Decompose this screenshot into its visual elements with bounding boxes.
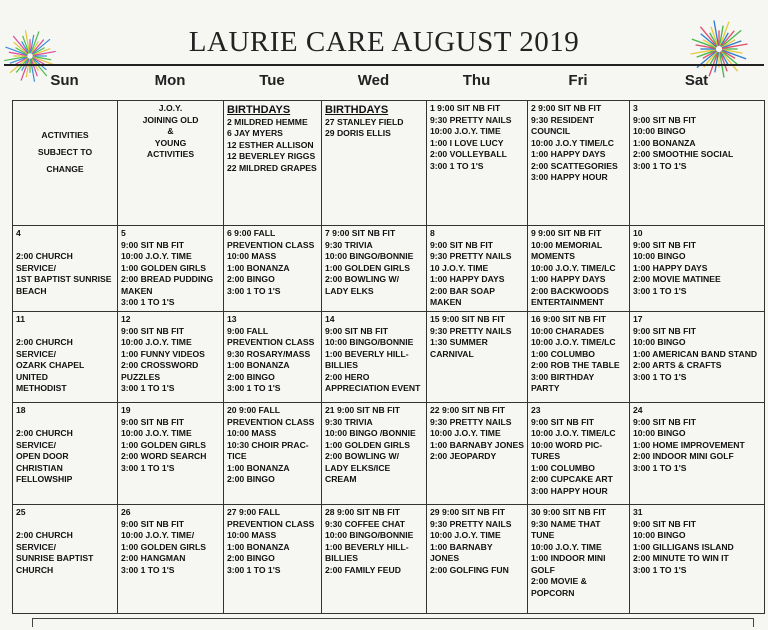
day-cell bbox=[118, 312, 224, 403]
day-schedule: 17 9:00 SIT NB FIT 10:00 BINGO 1:00 AMERICAN BAND STAND 2:00 ARTS & CRAFTS 3:00 1 TO 1'S bbox=[633, 314, 758, 382]
birthdays-list: 27 STANLEY FIELD 29 DORIS ELLIS bbox=[325, 116, 404, 138]
weekday-header bbox=[12, 66, 764, 100]
day-cell bbox=[13, 312, 118, 403]
day-cell bbox=[528, 101, 630, 226]
birthdays-heading: BIRTHDAYS bbox=[227, 104, 291, 116]
weekday-sun: Sun bbox=[50, 72, 79, 89]
birthdays-list: 2 MILDRED HEMME 6 JAY MYERS 12 ESTHER ALLISON 12 BEVERLEY RIGGS 22 MILDRED GRAPES bbox=[227, 116, 317, 173]
day-schedule: 13 9:00 FALL PREVENTION CLASS 9:30 ROSARY/MASS 1:00 BONANZA 2:00 BINGO 3:00 1 TO 1'S bbox=[227, 314, 315, 393]
day-schedule: 2 9:00 SIT NB FIT 9:30 RESIDENT COUNCIL 10:00 J.O.Y TIME/LC 1:00 HAPPY DAYS 2:00 SCATTEGORIES 3:00 HAPPY HOUR bbox=[531, 103, 618, 182]
day-schedule: 21 9:00 SIT NB FIT 9:30 TRIVIA 10:00 BINGO /BONNIE 1:00 GOLDEN GIRLS 2:00 BOWLING W/ LADY ELKS/ICE CREAM bbox=[325, 405, 416, 484]
day-cell bbox=[224, 226, 322, 312]
day-schedule: 8 9:00 SIT NB FIT 9:30 PRETTY NAILS 10 J.O.Y. TIME 1:00 HAPPY DAYS 2:00 BAR SOAP MAKEN bbox=[430, 228, 512, 307]
day-schedule: 4 2:00 CHURCH SERVICE/ 1ST BAPTIST SUNRISE BEACH bbox=[16, 228, 112, 296]
day-schedule: 22 9:00 SIT NB FIT 9:30 PRETTY NAILS 10:00 J.O.Y. TIME 1:00 BARNABY JONES 2:00 JEOPARDY bbox=[430, 405, 524, 461]
weekday-fri: Fri bbox=[568, 72, 588, 89]
day-schedule: 28 9:00 SIT NB FIT 9:30 COFFEE CHAT 10:00 BINGO/BONNIE 1:00 BEVERLY HILL- BILLIES 2:00 FAMILY FEUD bbox=[325, 507, 414, 575]
week-row bbox=[13, 403, 765, 505]
day-schedule: 6 9:00 FALL PREVENTION CLASS 10:00 MASS 1:00 BONANZA 2:00 BINGO 3:00 1 TO 1'S bbox=[227, 228, 315, 296]
weekday-sat: Sat bbox=[684, 72, 709, 89]
birthdays-heading: BIRTHDAYS bbox=[325, 104, 389, 116]
day-schedule: 9 9:00 SIT NB FIT 10:00 MEMORIAL MOMENTS 10:00 J.O.Y. TIME/LC 1:00 HAPPY DAYS 2:00 BACKWOODS ENTERTAINMENT bbox=[531, 228, 616, 307]
day-cell bbox=[13, 226, 118, 312]
day-schedule: 27 9:00 FALL PREVENTION CLASS 10:00 MASS 1:00 BONANZA 2:00 BINGO 3:00 1 TO 1'S bbox=[227, 507, 315, 575]
weekday-mon: Mon bbox=[154, 72, 186, 89]
day-schedule: 5 9:00 SIT NB FIT 10:00 J.O.Y. TIME 1:00 GOLDEN GIRLS 2:00 BREAD PUDDING MAKEN 3:00 1 TO 1'S bbox=[121, 228, 214, 307]
day-schedule: 11 2:00 CHURCH SERVICE/ OZARK CHAPEL UNITED METHODIST bbox=[16, 314, 85, 393]
day-cell bbox=[427, 312, 528, 403]
calendar-title: LAURIE CARE AUGUST 2019 bbox=[188, 26, 580, 58]
day-cell bbox=[528, 312, 630, 403]
day-cell bbox=[224, 403, 322, 505]
day-cell bbox=[13, 403, 118, 505]
day-cell bbox=[224, 505, 322, 614]
weekday-thu: Thu bbox=[462, 72, 491, 89]
weekday-tue: Tue bbox=[259, 72, 285, 89]
day-cell bbox=[224, 101, 322, 226]
day-schedule: 23 9:00 SIT NB FIT 10:00 J.O.Y. TIME/LC 10:00 WORD PIC- TURES 1:00 COLUMBO 2:00 CUPCAKE ART 3:00 HAPPY HOUR bbox=[531, 405, 616, 496]
day-schedule: 20 9:00 FALL PREVENTION CLASS 10:00 MASS 10:30 CHOIR PRAC- TICE 1:00 BONANZA 2:00 BINGO bbox=[227, 405, 315, 484]
day-schedule: 15 9:00 SIT NB FIT 9:30 PRETTY NAILS 1:30 SUMMER CARNIVAL bbox=[430, 314, 512, 359]
day-schedule: ACTIVITIES SUBJECT TO CHANGE bbox=[37, 130, 93, 174]
week-row bbox=[13, 312, 765, 403]
day-schedule: 16 9:00 SIT NB FIT 10:00 CHARADES 10:00 J.O.Y. TIME/LC 1:00 COLUMBO 2:00 ROB THE TABLE 3:00 BIRTHDAY PARTY bbox=[531, 314, 620, 393]
day-schedule: 7 9:00 SIT NB FIT 9:30 TRIVIA 10:00 BINGO/BONNIE 1:00 GOLDEN GIRLS 2:00 BOWLING W/ LADY ELKS bbox=[325, 228, 414, 296]
weekday-wed: Wed bbox=[357, 72, 390, 89]
day-cell bbox=[528, 226, 630, 312]
day-cell bbox=[118, 403, 224, 505]
day-cell bbox=[630, 312, 765, 403]
day-cell bbox=[630, 505, 765, 614]
day-schedule: 31 9:00 SIT NB FIT 10:00 BINGO 1:00 GILLIGANS ISLAND 2:00 MINUTE TO WIN IT 3:00 1 TO 1'S bbox=[633, 507, 734, 575]
week-row bbox=[13, 505, 765, 614]
calendar-grid bbox=[12, 100, 765, 614]
day-schedule: 25 2:00 CHURCH SERVICE/ SUNRISE BAPTIST CHURCH bbox=[16, 507, 94, 575]
day-cell bbox=[427, 403, 528, 505]
day-cell bbox=[322, 101, 427, 226]
day-cell bbox=[427, 226, 528, 312]
day-cell bbox=[630, 101, 765, 226]
day-cell bbox=[630, 403, 765, 505]
day-cell bbox=[427, 505, 528, 614]
day-cell bbox=[322, 312, 427, 403]
day-schedule: 26 9:00 SIT NB FIT 10:00 J.O.Y. TIME/ 1:00 GOLDEN GIRLS 2:00 HANGMAN 3:00 1 TO 1'S bbox=[121, 507, 206, 575]
day-cell bbox=[630, 226, 765, 312]
day-schedule: 3 9:00 SIT NB FIT 10:00 BINGO 1:00 BONANZA 2:00 SMOOTHIE SOCIAL 3:00 1 TO 1'S bbox=[633, 103, 734, 171]
day-cell bbox=[528, 505, 630, 614]
day-schedule: 19 9:00 SIT NB FIT 10:00 J.O.Y. TIME 1:00 GOLDEN GIRLS 2:00 WORD SEARCH 3:00 1 TO 1'S bbox=[121, 405, 207, 473]
day-cell bbox=[322, 226, 427, 312]
day-schedule: 1 9:00 SIT NB FIT 9:30 PRETTY NAILS 10:00 J.O.Y. TIME 1:00 I LOVE LUCY 2:00 VOLLEYBALL 3:00 1 TO 1'S bbox=[430, 103, 512, 171]
day-cell bbox=[322, 505, 427, 614]
day-cell bbox=[224, 312, 322, 403]
bottom-border bbox=[32, 618, 754, 627]
day-cell bbox=[118, 101, 224, 226]
day-cell bbox=[322, 403, 427, 505]
day-schedule: 29 9:00 SIT NB FIT 9:30 PRETTY NAILS 10:00 J.O.Y. TIME 1:00 BARNABY JONES 2:00 GOLFING FUN bbox=[430, 507, 512, 575]
day-cell bbox=[118, 226, 224, 312]
day-schedule: J.O.Y. JOINING OLD & YOUNG ACTIVITIES bbox=[142, 103, 199, 159]
day-cell bbox=[528, 403, 630, 505]
day-schedule: 14 9:00 SIT NB FIT 10:00 BINGO/BONNIE 1:00 BEVERLY HILL- BILLIES 2:00 HERO APPRECIATION EVENT bbox=[325, 314, 421, 393]
day-schedule: 12 9:00 SIT NB FIT 10:00 J.O.Y. TIME 1:00 FUNNY VIDEOS 2:00 CROSSWORD PUZZLES 3:00 1 TO 1'S bbox=[121, 314, 205, 393]
day-cell bbox=[118, 505, 224, 614]
day-schedule: 24 9:00 SIT NB FIT 10:00 BINGO 1:00 HOME IMPROVEMENT 2:00 INDOOR MINI GOLF 3:00 1 TO 1'S bbox=[633, 405, 745, 473]
day-schedule: 30 9:00 SIT NB FIT 9:30 NAME THAT TUNE 10:00 J.O.Y. TIME 1:00 INDOOR MINI GOLF 2:00 MOVIE & POPCORN bbox=[531, 507, 606, 598]
day-schedule: 18 2:00 CHURCH SERVICE/ OPEN DOOR CHRISTIAN FELLOWSHIP bbox=[16, 405, 73, 484]
week-row bbox=[13, 226, 765, 312]
day-cell bbox=[13, 101, 118, 226]
day-cell bbox=[13, 505, 118, 614]
week-row bbox=[13, 101, 765, 226]
day-cell bbox=[427, 101, 528, 226]
day-schedule: 10 9:00 SIT NB FIT 10:00 BINGO 1:00 HAPPY DAYS 2:00 MOVIE MATINEE 3:00 1 TO 1'S bbox=[633, 228, 721, 296]
